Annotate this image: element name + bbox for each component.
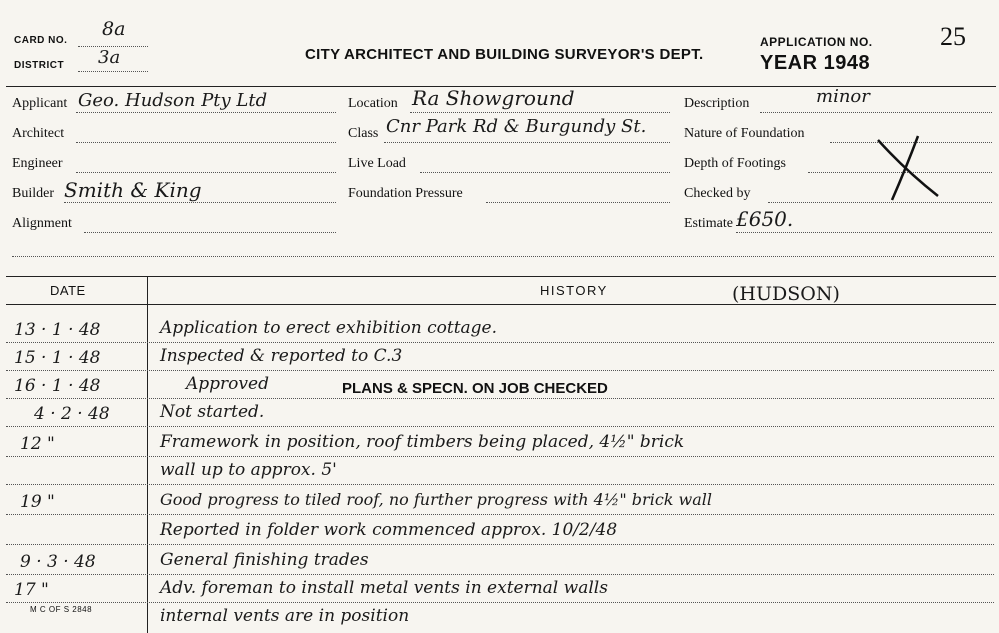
extra-underline — [12, 256, 994, 257]
district-value: 3a — [98, 47, 121, 68]
row-line — [6, 426, 994, 427]
row-line — [6, 574, 994, 575]
history-header: HISTORY — [540, 283, 608, 298]
row-history: Good progress to tiled roof, no further progress with 4½" brick wall — [160, 490, 713, 509]
builder-underline — [64, 202, 336, 203]
stamp-plans-checked: PLANS & SPECN. ON JOB CHECKED — [342, 380, 608, 397]
estimate-label: Estimate — [684, 216, 733, 231]
district-underline — [78, 71, 148, 72]
architect-underline — [76, 142, 336, 143]
live-load-label: Live Load — [348, 156, 406, 171]
class-value: Cnr Park Rd & Burgundy St. — [386, 116, 647, 137]
engineer-underline — [76, 172, 336, 173]
row-history: Adv. foreman to install metal vents in external walls — [160, 578, 608, 598]
nature-of-foundation-label: Nature of Foundation — [684, 126, 805, 141]
card-no-value: 8a — [102, 18, 126, 40]
dept-title: CITY ARCHITECT AND BUILDING SURVEYOR'S DEPT. — [305, 46, 704, 63]
row-date: 4 · 2 · 48 — [34, 404, 110, 424]
row-line — [6, 398, 994, 399]
row-history: General finishing trades — [160, 550, 369, 570]
applicant-label: Applicant — [12, 96, 68, 111]
builder-label: Builder — [12, 186, 54, 201]
row-history: Application to erect exhibition cottage. — [160, 318, 498, 338]
estimate-underline — [736, 232, 992, 233]
estimate-value: £650. — [736, 207, 794, 231]
location-underline — [410, 112, 670, 113]
row-date: 9 · 3 · 48 — [20, 552, 96, 572]
row-date: 17 " — [14, 580, 49, 600]
row-history: Approved — [186, 374, 269, 394]
application-label: APPLICATION NO. — [760, 35, 873, 49]
form-code: M C OF S 2848 — [30, 605, 93, 614]
location-value: Ra Showground — [412, 86, 575, 110]
table-header-rule — [6, 304, 996, 305]
live-load-underline — [420, 172, 670, 173]
card-no-label: CARD NO. — [14, 35, 68, 46]
row-date: 13 · 1 · 48 — [14, 320, 101, 340]
foundation-pressure-underline — [486, 202, 670, 203]
location-label: Location — [348, 96, 398, 111]
row-line — [6, 456, 994, 457]
row-history: internal vents are in position — [160, 606, 410, 626]
application-number: 25 — [940, 22, 966, 51]
engineer-label: Engineer — [12, 156, 63, 171]
row-date: 16 · 1 · 48 — [14, 376, 101, 396]
row-history: Framework in position, roof timbers being placed, 4½" brick — [160, 432, 685, 452]
row-line — [6, 342, 994, 343]
row-history: wall up to approx. 5' — [160, 460, 337, 480]
row-line — [6, 514, 994, 515]
year-label: YEAR 1948 — [760, 52, 871, 74]
row-history: Inspected & reported to C.3 — [160, 346, 403, 366]
row-history: Reported in folder work commenced approx. 10/2/48 — [160, 520, 618, 540]
district-label: DISTRICT — [14, 60, 65, 71]
cross-out-mark — [870, 130, 945, 205]
checked-by-label: Checked by — [684, 186, 751, 201]
row-date: 12 " — [20, 434, 55, 454]
depth-of-footings-label: Depth of Footings — [684, 156, 786, 171]
class-label: Class — [348, 126, 379, 141]
table-top-rule — [6, 276, 996, 277]
description-label: Description — [684, 96, 750, 111]
alignment-underline — [84, 232, 336, 233]
description-value: minor — [816, 86, 870, 107]
row-line — [6, 602, 994, 603]
row-date: 15 · 1 · 48 — [14, 348, 101, 368]
foundation-pressure-label: Foundation Pressure — [348, 186, 463, 201]
applicant-underline — [76, 112, 336, 113]
row-history: Not started. — [160, 402, 265, 422]
date-header: DATE — [50, 283, 86, 298]
alignment-label: Alignment — [12, 216, 72, 231]
description-underline — [760, 112, 992, 113]
table-column-divider — [147, 277, 148, 633]
row-line — [6, 370, 994, 371]
row-line — [6, 544, 994, 545]
history-note: (HUDSON) — [732, 283, 840, 305]
row-line — [6, 484, 994, 485]
builder-value: Smith & King — [64, 178, 202, 202]
applicant-value: Geo. Hudson Pty Ltd — [78, 90, 268, 111]
architect-label: Architect — [12, 126, 65, 141]
class-underline — [384, 142, 670, 143]
row-date: 19 " — [20, 492, 55, 512]
